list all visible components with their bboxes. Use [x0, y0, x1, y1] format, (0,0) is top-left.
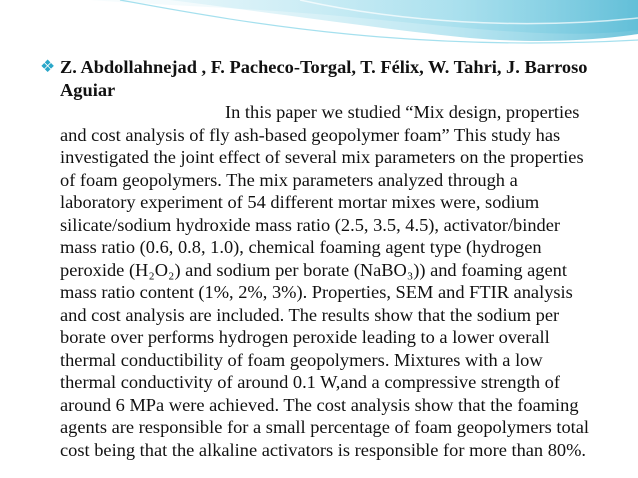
abstract-paragraph [40, 101, 610, 461]
slide-content [40, 56, 610, 461]
abstract-text: In this paper we studied “Mix design, properties and cost analysis of fly ash-based geopolymer foam” This study has investigated the joint effect of several mix parameters on the properties of foam geopolymers. The mix parameters analyzed through a laboratory experiment of 54 different mortar mixes were, sodium silicate/sodium hydroxide mass ratio (2.5, 3.5, 4.5), activator/binder mass ratio (0.6, 0.8, 1.0), chemical foaming agent type (hydrogen peroxide (H₂O₂) and sodium per borate (NaBO₃)) and foaming agent mass ratio content (1%, 2%, 3%). Properties, SEM and FTIR analysis and cost analysis are included. The results show that the sodium per borate over performs hydrogen peroxide leading to a lower overall thermal conductibility of foam geopolymers. Mixtures with a low thermal conductivity of around 0.1 W,and a compressive strength of around 6 MPa were achieved. The cost analysis show that the foaming agents are responsible for a small percentage of foam geopolymers total cost being that the alkaline activators is responsible for more than 80%. [60, 102, 590, 460]
authors-heading [40, 56, 610, 101]
authors-text: Z. Abdollahnejad , F. Pacheco-Torgal, T. Félix, W. Tahri, J. Barroso Aguiar [60, 57, 588, 100]
diamond-bullet-icon: ❖ [40, 57, 56, 76]
